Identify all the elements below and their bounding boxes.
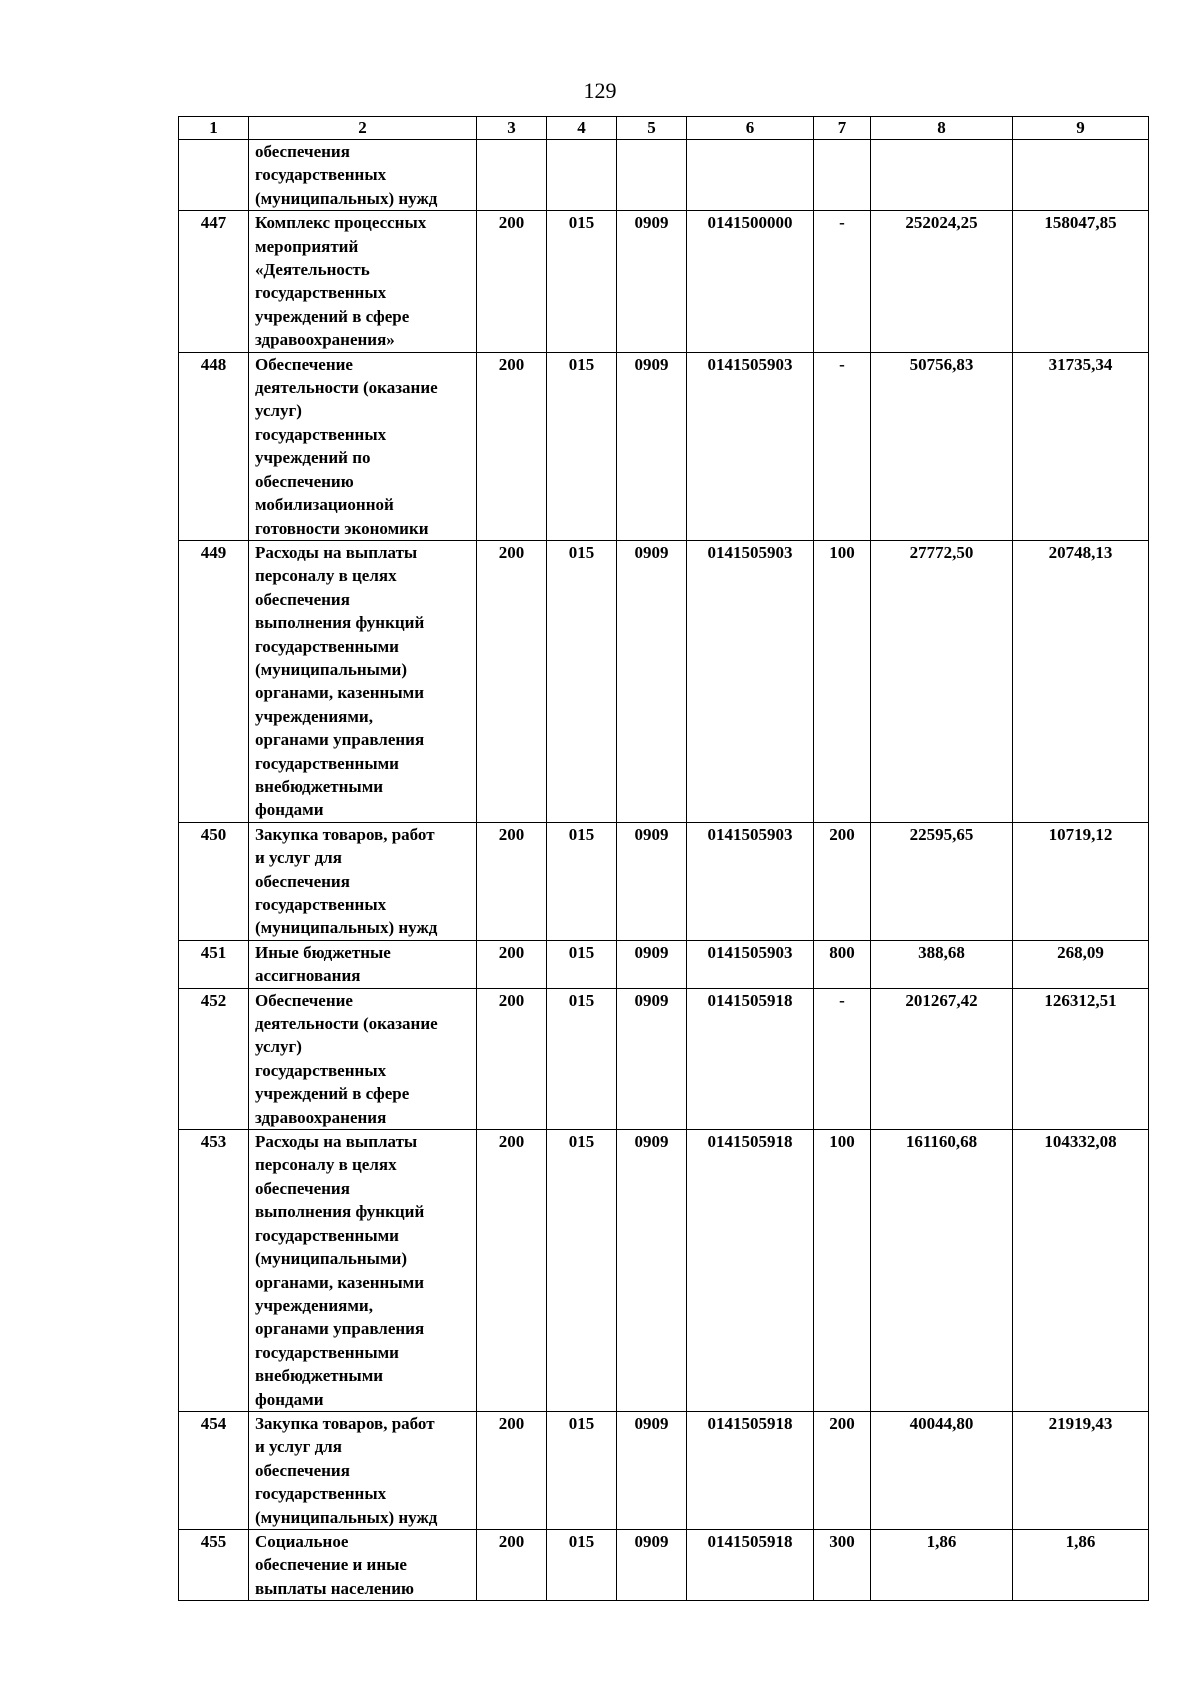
table-row — [179, 822, 1149, 940]
expense-name-line: учреждений по — [255, 448, 371, 468]
expense-name-line: персоналу в целях — [255, 566, 397, 586]
cell-col-6: 0141505918 — [687, 1529, 814, 1600]
cell-col-3: 200 — [477, 822, 547, 940]
table-row — [179, 540, 1149, 822]
cell-col-8: 27772,50 — [871, 540, 1013, 822]
expense-name-line: Закупка товаров, работ — [255, 824, 435, 844]
table-row — [179, 1411, 1149, 1529]
expense-name-line: фондами — [255, 800, 324, 820]
table-row — [179, 940, 1149, 988]
header-row — [179, 117, 1149, 140]
cell-col-7 — [814, 140, 871, 211]
cell-col-5 — [617, 140, 687, 211]
table-row — [179, 1130, 1149, 1412]
cell-col-7: 100 — [814, 1130, 871, 1412]
cell-col-9: 20748,13 — [1013, 540, 1149, 822]
cell-col-8 — [871, 140, 1013, 211]
expense-name-line: обеспечения — [255, 1178, 350, 1198]
expense-name-line: фондами — [255, 1389, 324, 1409]
cell-col-9: 126312,51 — [1013, 988, 1149, 1129]
row-number: 455 — [179, 1529, 249, 1600]
cell-col-3: 200 — [477, 211, 547, 352]
cell-col-5: 0909 — [617, 822, 687, 940]
expense-name-line: деятельности (оказание — [255, 1014, 438, 1034]
expense-name-line: обеспечения — [255, 1460, 350, 1480]
expense-name — [249, 140, 477, 211]
expense-name-line: органами управления — [255, 1319, 425, 1339]
expense-name — [249, 352, 477, 540]
table-row — [179, 140, 1149, 211]
cell-col-8: 50756,83 — [871, 352, 1013, 540]
expense-name-line: мероприятий — [255, 236, 359, 256]
cell-col-5: 0909 — [617, 352, 687, 540]
column-header: 5 — [617, 117, 687, 140]
expense-name-line: Социальное — [255, 1531, 349, 1551]
cell-col-5: 0909 — [617, 1411, 687, 1529]
column-header: 2 — [249, 117, 477, 140]
cell-col-6: 0141505918 — [687, 1130, 814, 1412]
expense-name-line: услуг) — [255, 401, 302, 421]
expense-name-line: государственными — [255, 636, 399, 656]
expense-name-line: государственных — [255, 895, 387, 914]
cell-col-6: 0141505903 — [687, 822, 814, 940]
expense-name-line: услуг) — [255, 1037, 302, 1057]
cell-col-8: 388,68 — [871, 940, 1013, 988]
page-number: 129 — [583, 78, 617, 103]
cell-col-4: 015 — [547, 988, 617, 1129]
row-number — [179, 140, 249, 211]
cell-col-9: 158047,85 — [1013, 211, 1149, 352]
cell-col-8: 201267,42 — [871, 988, 1013, 1129]
expense-name-line: обеспечения — [255, 589, 350, 609]
expense-name-line: и услуг для — [255, 848, 342, 868]
cell-col-7: 200 — [814, 822, 871, 940]
cell-col-8: 1,86 — [871, 1529, 1013, 1600]
cell-col-4 — [547, 140, 617, 211]
column-header: 9 — [1013, 117, 1149, 140]
expense-name-line: и услуг для — [255, 1437, 342, 1457]
column-header: 8 — [871, 117, 1013, 140]
expense-name-line: учреждениями, — [255, 1295, 373, 1315]
expense-name-line: государственными — [255, 753, 399, 773]
expense-name — [249, 211, 477, 352]
budget-table — [178, 116, 1149, 1601]
expense-name-line: здравоохранения» — [255, 330, 395, 350]
cell-col-5: 0909 — [617, 1130, 687, 1412]
expense-name-line: обеспечению — [255, 471, 354, 491]
expense-name — [249, 540, 477, 822]
cell-col-6: 0141505903 — [687, 940, 814, 988]
cell-col-5: 0909 — [617, 211, 687, 352]
expense-name-line: учреждений в сфере — [255, 1084, 410, 1104]
table-row — [179, 211, 1149, 352]
row-number: 449 — [179, 540, 249, 822]
cell-col-5: 0909 — [617, 988, 687, 1129]
expense-name-line: государственными — [255, 1342, 399, 1362]
expense-name-line: государственных — [255, 1060, 387, 1080]
expense-name — [249, 1411, 477, 1529]
expense-name-line: государственными — [255, 1225, 399, 1245]
cell-col-3: 200 — [477, 1130, 547, 1412]
cell-col-7: - — [814, 988, 871, 1129]
row-number: 450 — [179, 822, 249, 940]
row-number: 447 — [179, 211, 249, 352]
expense-name-line: обеспечения — [255, 142, 350, 161]
cell-col-6: 0141500000 — [687, 211, 814, 352]
cell-col-6: 0141505903 — [687, 352, 814, 540]
expense-name-line: Комплекс процессных — [255, 213, 427, 233]
cell-col-4: 015 — [547, 1130, 617, 1412]
column-header: 4 — [547, 117, 617, 140]
expense-name-line: государственных — [255, 424, 387, 444]
expense-name-line: мобилизационной — [255, 495, 394, 515]
cell-col-3: 200 — [477, 940, 547, 988]
expense-name-line: внебюджетными — [255, 776, 384, 796]
expense-name-line: «Деятельность — [255, 260, 370, 280]
expense-name-line: государственных — [255, 283, 387, 303]
cell-col-5: 0909 — [617, 940, 687, 988]
cell-col-9: 10719,12 — [1013, 822, 1149, 940]
expense-name-line: органами, казенными — [255, 683, 424, 703]
expense-name — [249, 1529, 477, 1600]
expense-name-line: учреждениями, — [255, 706, 373, 726]
cell-col-9 — [1013, 140, 1149, 211]
expense-name-line: здравоохранения — [255, 1107, 387, 1127]
cell-col-4: 015 — [547, 1529, 617, 1600]
expense-name — [249, 1130, 477, 1412]
cell-col-5: 0909 — [617, 1529, 687, 1600]
expense-name-line: государственных — [255, 165, 387, 185]
expense-name-line: Обеспечение — [255, 354, 353, 374]
expense-name-line: органами управления — [255, 730, 425, 750]
expense-name-line: (муниципальных) нужд — [255, 1507, 438, 1527]
column-header: 3 — [477, 117, 547, 140]
expense-name-line: обеспечение и иные — [255, 1555, 407, 1575]
expense-name-line: выполнения функций — [255, 613, 425, 633]
expense-name-line: выполнения функций — [255, 1202, 425, 1222]
expense-name-line: государственных — [255, 1484, 387, 1504]
cell-col-7: 300 — [814, 1529, 871, 1600]
cell-col-7: - — [814, 211, 871, 352]
expense-name-line: учреждений в сфере — [255, 306, 410, 326]
column-header: 7 — [814, 117, 871, 140]
expense-name-line: деятельности (оказание — [255, 378, 438, 398]
cell-col-4: 015 — [547, 211, 617, 352]
expense-name-line: обеспечения — [255, 871, 350, 891]
row-number: 448 — [179, 352, 249, 540]
table-row — [179, 1529, 1149, 1600]
cell-col-7: - — [814, 352, 871, 540]
cell-col-3: 200 — [477, 1411, 547, 1529]
cell-col-3: 200 — [477, 988, 547, 1129]
cell-col-9: 1,86 — [1013, 1529, 1149, 1600]
expense-name-line: выплаты населению — [255, 1578, 414, 1598]
expense-name-line: персоналу в целях — [255, 1155, 397, 1175]
cell-col-9: 31735,34 — [1013, 352, 1149, 540]
cell-col-3: 200 — [477, 352, 547, 540]
expense-name-line: Закупка товаров, работ — [255, 1413, 435, 1433]
expense-name-line: ассигнования — [255, 966, 361, 986]
expense-name-line: (муниципальными) — [255, 1249, 407, 1269]
cell-col-6: 0141505918 — [687, 988, 814, 1129]
row-number: 451 — [179, 940, 249, 988]
cell-col-4: 015 — [547, 540, 617, 822]
cell-col-8: 40044,80 — [871, 1411, 1013, 1529]
column-header: 1 — [179, 117, 249, 140]
cell-col-6: 0141505903 — [687, 540, 814, 822]
cell-col-9: 21919,43 — [1013, 1411, 1149, 1529]
cell-col-9: 104332,08 — [1013, 1130, 1149, 1412]
expense-name — [249, 940, 477, 988]
cell-col-3: 200 — [477, 1529, 547, 1600]
column-header: 6 — [687, 117, 814, 140]
cell-col-7: 200 — [814, 1411, 871, 1529]
row-number: 453 — [179, 1130, 249, 1412]
expense-name-line: (муниципальными) — [255, 659, 407, 679]
table-body — [179, 140, 1149, 1601]
expense-name — [249, 822, 477, 940]
cell-col-5: 0909 — [617, 540, 687, 822]
cell-col-4: 015 — [547, 352, 617, 540]
cell-col-7: 800 — [814, 940, 871, 988]
expense-name-line: Иные бюджетные — [255, 942, 391, 962]
table-row — [179, 352, 1149, 540]
expense-name-line: Расходы на выплаты — [255, 1132, 418, 1152]
expense-name-line: органами, казенными — [255, 1272, 424, 1292]
expense-name-line: готовности экономики — [255, 518, 429, 538]
cell-col-3: 200 — [477, 540, 547, 822]
row-number: 454 — [179, 1411, 249, 1529]
expense-name-line: Расходы на выплаты — [255, 542, 418, 562]
cell-col-3 — [477, 140, 547, 211]
cell-col-7: 100 — [814, 540, 871, 822]
expense-name — [249, 988, 477, 1129]
table-row — [179, 988, 1149, 1129]
cell-col-4: 015 — [547, 822, 617, 940]
row-number: 452 — [179, 988, 249, 1129]
cell-col-6: 0141505918 — [687, 1411, 814, 1529]
cell-col-9: 268,09 — [1013, 940, 1149, 988]
cell-col-6 — [687, 140, 814, 211]
cell-col-8: 22595,65 — [871, 822, 1013, 940]
cell-col-4: 015 — [547, 1411, 617, 1529]
cell-col-4: 015 — [547, 940, 617, 988]
cell-col-8: 252024,25 — [871, 211, 1013, 352]
expense-name-line: Обеспечение — [255, 990, 353, 1010]
expense-name-line: (муниципальных) нужд — [255, 188, 438, 208]
cell-col-8: 161160,68 — [871, 1130, 1013, 1412]
expense-name-line: внебюджетными — [255, 1366, 384, 1386]
expense-name-line: (муниципальных) нужд — [255, 918, 438, 938]
